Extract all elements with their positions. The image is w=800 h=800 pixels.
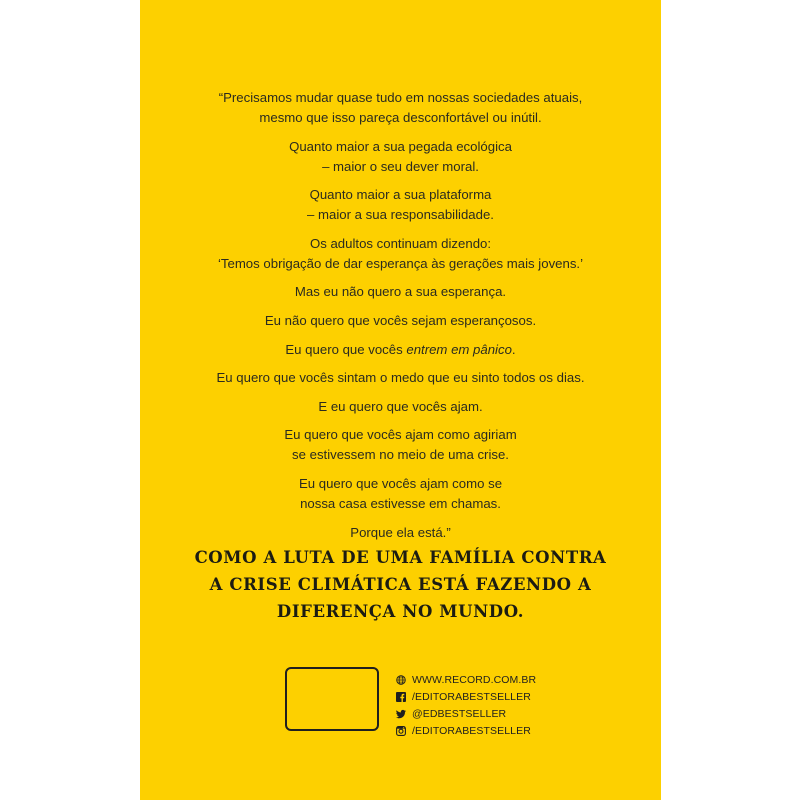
quote-line — [140, 340, 661, 360]
quote-line: Quanto maior a sua pegada ecológica — [289, 138, 512, 154]
quote-text: Eu quero que vocês — [285, 341, 407, 357]
quote-line: Os adultos continuam dizendo: — [309, 235, 492, 251]
tagline-line: DIFERENÇA NO MUNDO. — [276, 602, 525, 621]
quote-text: . — [511, 341, 516, 357]
contact-facebook[interactable] — [396, 688, 536, 705]
quote-stanza — [140, 340, 661, 360]
globe-icon — [396, 675, 406, 685]
quote-line: – maior a sua responsabilidade. — [307, 207, 494, 223]
quote-block — [140, 88, 661, 551]
quote-stanza — [140, 137, 661, 177]
quote-stanza — [140, 368, 661, 388]
tagline — [140, 544, 661, 625]
twitter-icon — [396, 709, 406, 719]
quote-line: Quanto maior a sua plataforma — [309, 187, 492, 203]
quote-stanza — [140, 88, 661, 128]
contact-text: @EDBESTSELLER — [412, 707, 507, 720]
contact-twitter[interactable] — [396, 705, 536, 722]
instagram-icon — [396, 726, 406, 736]
quote-emphasis: entrem em pânico — [406, 341, 512, 357]
quote-line: Porque ela está.” — [350, 524, 451, 540]
publisher-contacts — [396, 671, 536, 739]
quote-stanza — [140, 425, 661, 465]
contact-text: WWW.RECORD.COM.BR — [412, 673, 537, 686]
quote-line: Eu quero que vocês sintam o medo que eu sinto todos os dias. — [216, 370, 585, 386]
tagline-line: A CRISE CLIMÁTICA ESTÁ FAZENDO A — [209, 575, 592, 594]
contact-text: /EDITORABESTSELLER — [412, 724, 531, 737]
quote-line: Eu quero que vocês ajam como se — [298, 475, 503, 491]
quote-line: mesmo que isso pareça desconfortável ou inútil. — [259, 110, 542, 125]
quote-line: Eu quero que vocês ajam como agiriam — [284, 427, 517, 443]
quote-stanza — [140, 523, 661, 543]
quote-stanza — [140, 397, 661, 417]
quote-stanza — [140, 234, 661, 274]
quote-line: ‘Temos obrigação de dar esperança às gerações mais jovens.’ — [217, 255, 584, 271]
book-back-cover — [140, 0, 661, 800]
quote-line: “Precisamos mudar quase tudo em nossas sociedades atuais, — [218, 90, 583, 105]
quote-stanza — [140, 474, 661, 514]
quote-line: Mas eu não quero a sua esperança. — [294, 284, 507, 300]
quote-line: Eu não quero que vocês sejam esperançosos. — [264, 312, 537, 328]
quote-stanza — [140, 311, 661, 331]
quote-line: E eu quero que vocês ajam. — [318, 398, 483, 414]
quote-line: – maior o seu dever moral. — [322, 158, 479, 174]
quote-line: nossa casa estivesse em chamas. — [300, 495, 501, 511]
quote-stanza — [140, 282, 661, 302]
contact-text: /EDITORABESTSELLER — [412, 690, 531, 703]
facebook-icon — [396, 692, 406, 702]
contact-website[interactable] — [396, 671, 536, 688]
tagline-line: COMO A LUTA DE UMA FAMÍLIA CONTRA — [194, 548, 607, 567]
quote-line: se estivessem no meio de uma crise. — [292, 447, 509, 463]
barcode-placeholder — [285, 667, 379, 731]
quote-stanza — [140, 185, 661, 225]
contact-instagram[interactable] — [396, 722, 536, 739]
